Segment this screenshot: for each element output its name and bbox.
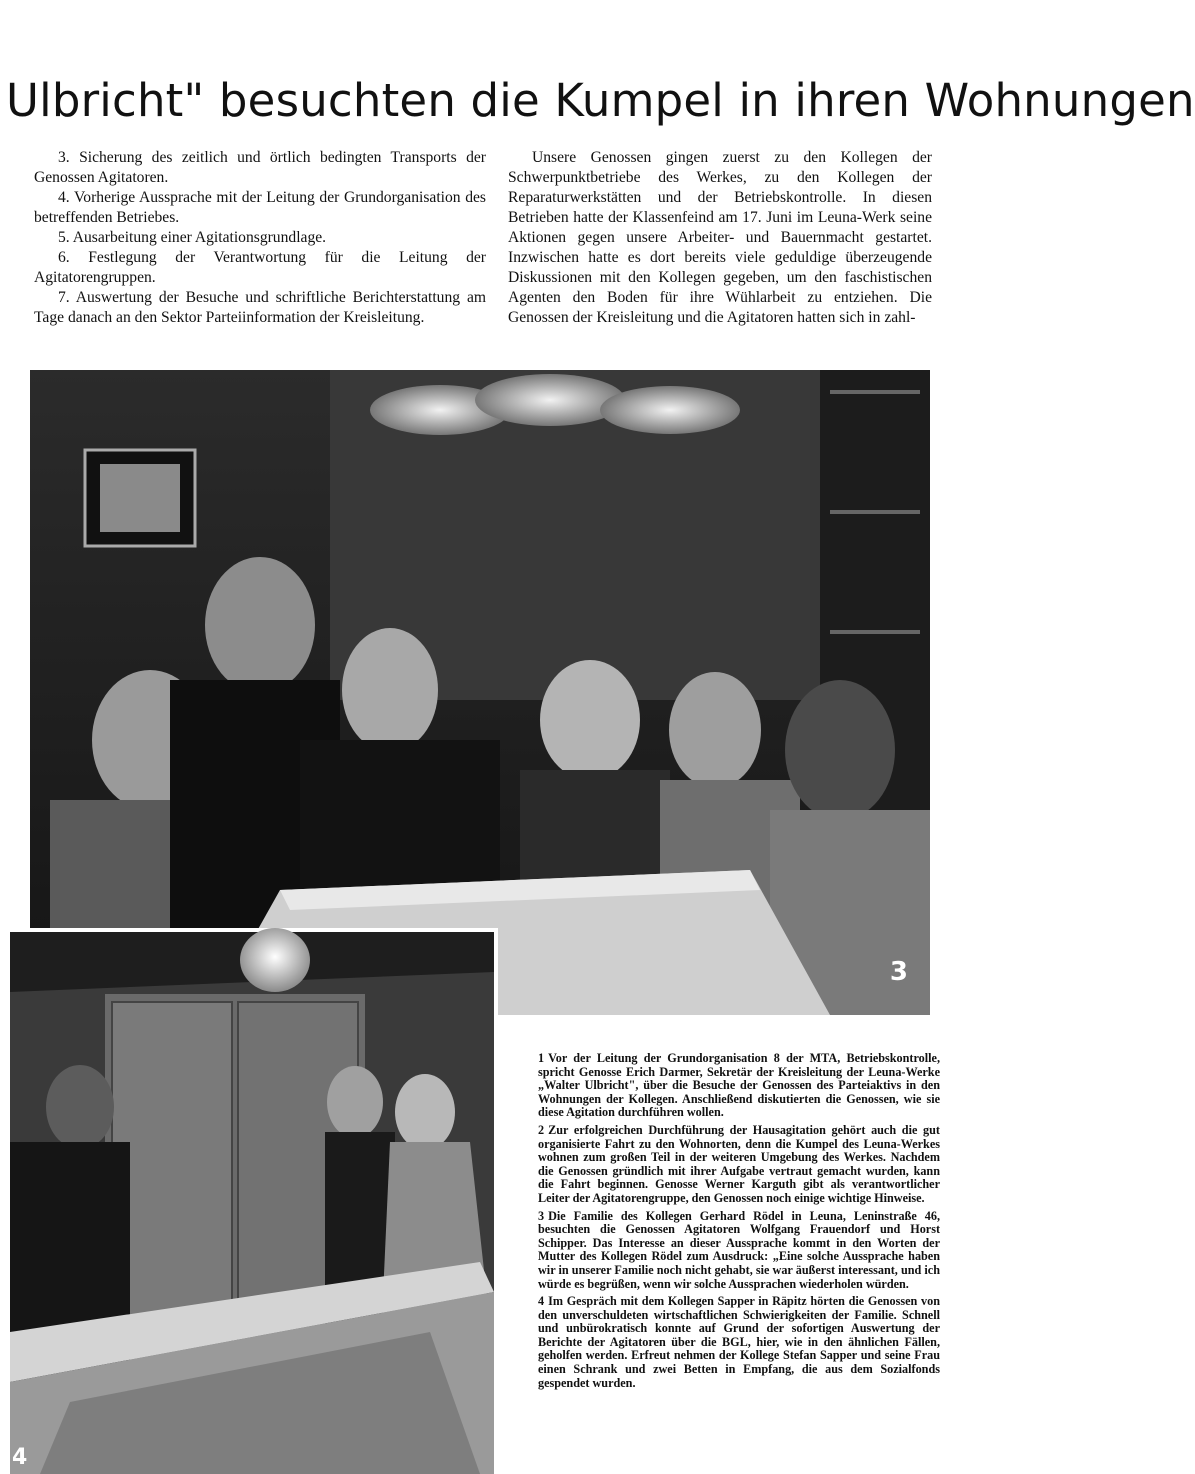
caption-text: Zur erfolgreichen Durchführung der Hausagitation gehört auch die gut organisierte Fahrt zu den Wohnorten, denn die Kumpel des Leuna-Werkes wohnen zum großen Teil in der weiteren Umgebung des Werkes. Nachdem die Genossen gründlich mit ihrer Aufgabe vertraut gemacht wurden, kann die Fahrt beginnen. Genosse Werner Karguth gibt als verantwortlicher Leiter der Agitatorengruppe, den Genossen noch einige wichtige Hinweise. <box>538 1122 940 1205</box>
caption <box>538 1210 940 1292</box>
caption <box>538 1052 940 1120</box>
list-item: 5. Ausarbeitung einer Agitationsgrundlage. <box>58 229 327 246</box>
left-column <box>34 148 486 328</box>
list-item: 7. Auswertung der Besuche und schriftliche Berichterstattung am Tage danach an den Sektor Parteiinformation der Kreisleitung. <box>34 289 486 326</box>
photo-family-discussion <box>30 370 930 1015</box>
photo-number-4: 4 <box>12 1445 28 1470</box>
caption-number: 4 <box>538 1294 545 1309</box>
caption <box>538 1124 940 1206</box>
caption-number: 3 <box>538 1208 545 1223</box>
photo-wardrobe-delivery <box>10 928 498 1474</box>
caption-number: 2 <box>538 1122 545 1137</box>
photo-captions <box>538 1052 940 1394</box>
caption-text: Im Gespräch mit dem Kollegen Sapper in Räpitz hörten die Genossen von den unverschuldeten wirtschaftlichen Schwierigkeiten der Familie. Schnell und unbürokratisch konnte auf Grund der sofortigen Auswertung der Berichte der Agitatoren über die BGL, hier, wie in den ähnlichen Fällen, geholfen werden. Erfreut nehmen der Kollege Stefan Sapper und seine Frau einen Schrank und zwei Betten in Empfang, die aus dem Sozialfonds gespendet wurden. <box>538 1294 940 1390</box>
body-paragraph: Unsere Genossen gingen zuerst zu den Kollegen der Schwerpunktbetriebe des Werkes, zu den Kollegen der Reparaturwerkstätten und der Betriebskontrolle. In diesen Betrieben hatte der Klassenfeind am 17. Juni im Leuna-Werk seine Aktionen gegen unsere Arbeiter- und Bauernmacht gestartet. Inzwischen hatte es dort bereits viele geduldige überzeugende Diskussionen mit den Kollegen gegeben, um den faschistischen Agenten den Boden für ihre Wühlarbeit zu entziehen. Die Genossen der Kreisleitung und die Agitatoren hatten sich in zahl- <box>508 149 932 326</box>
caption-number: 1 <box>538 1051 545 1065</box>
caption-text: Vor der Leitung der Grundorganisation 8 der MTA, Betriebskontrolle, spricht Genosse Erich Darmer, Sekretär der Kreisleitung der Leuna-Werke „Walter Ulbricht", über die Besuche der Genossen des Parteiaktivs in den Wohnungen der Kollegen. Anschließend diskutierten die Genossen, wie sie diese Agitation durchführen wollen. <box>538 1051 940 1120</box>
caption <box>538 1295 940 1390</box>
list-item: 6. Festlegung der Verantwortung für die Leitung der Agitatorengruppen. <box>34 249 486 286</box>
list-item: 3. Sicherung des zeitlich und örtlich bedingten Transports der Genossen Agitatoren. <box>34 149 486 186</box>
photo-number-3: 3 <box>889 957 908 987</box>
photo-wardrobe-delivery-image <box>10 932 494 1474</box>
caption-text: Die Familie des Kollegen Gerhard Rödel in Leuna, Leninstraße 46, besuchten die Genossen Agitatoren Wolfgang Frauendorf und Horst Schipper. Das Interesse an dieser Aussprache kommt in den Worten der Mutter des Kollegen Rödel zum Ausdruck: „Eine solche Aussprache haben wir in unserer Familie noch nicht gehabt, sie war äußerst interessant, und ich würde es begrüßen, wenn wir solche Aussprachen wiederholen würden. <box>538 1208 940 1291</box>
list-item: 4. Vorherige Aussprache mit der Leitung der Grundorganisation des betreffenden Betriebes. <box>34 189 486 226</box>
photo-family-discussion-image <box>30 370 930 1015</box>
headline: Ulbricht" besuchten die Kumpel in ihren Wohnungen <box>6 74 1195 127</box>
right-column <box>508 148 932 328</box>
